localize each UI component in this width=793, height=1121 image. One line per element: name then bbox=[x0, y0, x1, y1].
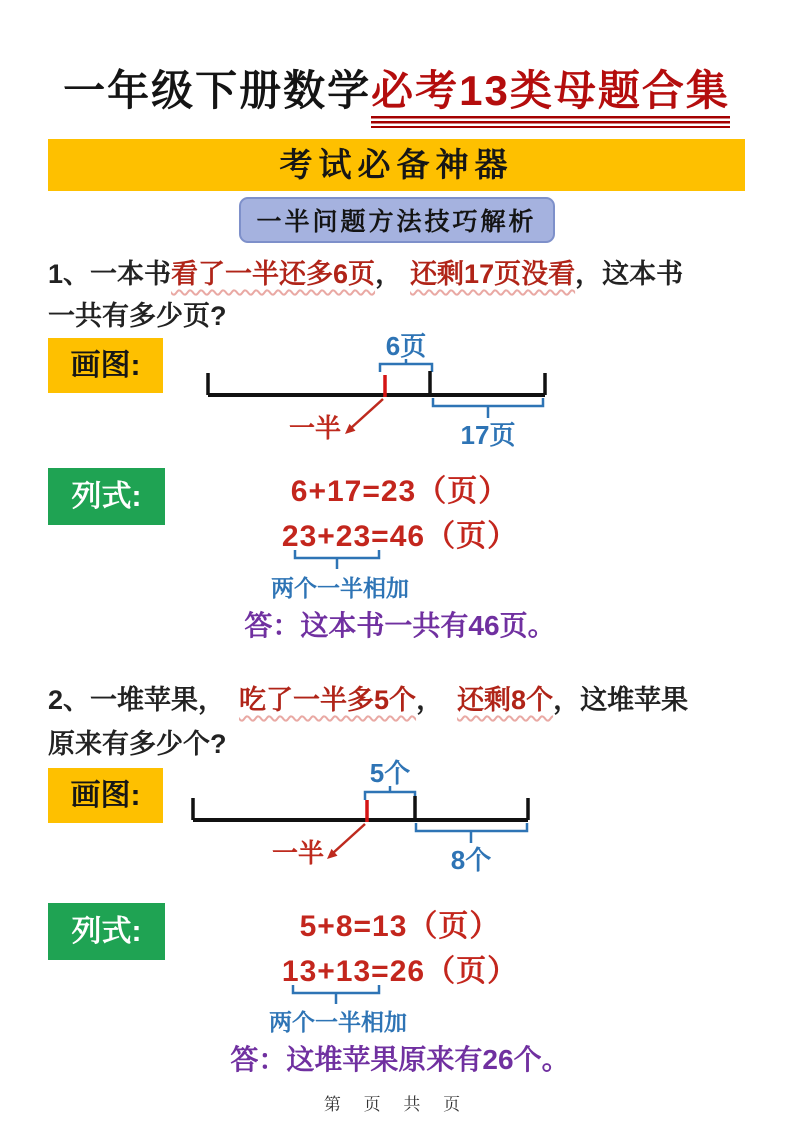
problem1-equation2: 23+23=46（页） bbox=[281, 520, 519, 553]
diagram1-half-arrow bbox=[351, 399, 383, 428]
diagram1-top-brace bbox=[380, 364, 432, 372]
problem1-separator: ， bbox=[375, 259, 403, 289]
problem2-highlight1: 吃了一半多5个 bbox=[239, 685, 417, 715]
page-footer: 第 页 共 页 bbox=[323, 1095, 470, 1114]
diagram2-half-arrow bbox=[333, 824, 365, 853]
problem2-equation2: 13+13=26（页） bbox=[281, 955, 519, 988]
diagram1-half-label: 一半 bbox=[288, 413, 341, 443]
exam-banner: 考试必备神器 bbox=[48, 139, 745, 191]
problem2-answer: 答：这堆苹果原来有26个。 bbox=[230, 1044, 570, 1075]
problem1-brace-note: 两个一半相加 bbox=[271, 575, 409, 601]
diagram1-bottom-bracket bbox=[433, 398, 543, 406]
problem2-line1 bbox=[48, 678, 758, 717]
problem2-equation1: 5+8=13（页） bbox=[299, 910, 501, 943]
problem2-underbrace bbox=[291, 984, 383, 1006]
problem2-separator: ， bbox=[416, 685, 444, 715]
problem1-equation1: 6+17=23（页） bbox=[290, 475, 510, 508]
problem2-line2: 原来有多少个? bbox=[48, 729, 227, 759]
problem1-highlight1: 看了一半还多6页 bbox=[171, 259, 376, 289]
problem1-tail: ，这本书 bbox=[575, 259, 684, 289]
page-title bbox=[0, 58, 793, 118]
problem1-formula-label: 列式: bbox=[48, 468, 165, 525]
problem1-line2: 一共有多少页? bbox=[48, 301, 227, 331]
diagram2-top-brace bbox=[365, 792, 415, 800]
title-red-part: 必考13类母题合集 bbox=[371, 67, 730, 128]
problem1-draw-label: 画图: bbox=[48, 338, 163, 393]
problem2-highlight2: 还剩8个 bbox=[457, 685, 554, 715]
problem2-diagram bbox=[150, 752, 590, 882]
problem1-line1 bbox=[48, 252, 758, 291]
problem1-underbrace bbox=[293, 549, 383, 571]
diagram2-right-label: 8个 bbox=[450, 845, 492, 875]
problem1-lead: 1、一本书 bbox=[48, 259, 172, 289]
problem2-tail: ，这堆苹果 bbox=[553, 685, 689, 715]
problem2-brace-note: 两个一半相加 bbox=[269, 1009, 407, 1035]
diagram2-bottom-bracket bbox=[416, 823, 527, 831]
diagram2-half-label: 一半 bbox=[271, 838, 324, 868]
problem2-formula-label: 列式: bbox=[48, 903, 165, 960]
title-black-part: 一年级下册数学 bbox=[63, 67, 372, 114]
problem1-answer: 答：这本书一共有46页。 bbox=[244, 610, 556, 641]
diagram1-top-label: 6页 bbox=[385, 331, 427, 361]
problem2-draw-label: 画图: bbox=[48, 768, 163, 823]
diagram1-right-label: 17页 bbox=[460, 420, 516, 450]
topic-badge: 一半问题方法技巧解析 bbox=[238, 197, 554, 243]
problem1-underbrace-line bbox=[295, 550, 379, 558]
problem1-highlight2: 还剩17页没看 bbox=[410, 259, 576, 289]
problem2-lead: 2、一堆苹果， bbox=[48, 685, 226, 715]
problem1-diagram bbox=[165, 325, 605, 460]
diagram2-top-label: 5个 bbox=[369, 758, 411, 788]
problem2-underbrace-line bbox=[293, 985, 379, 993]
